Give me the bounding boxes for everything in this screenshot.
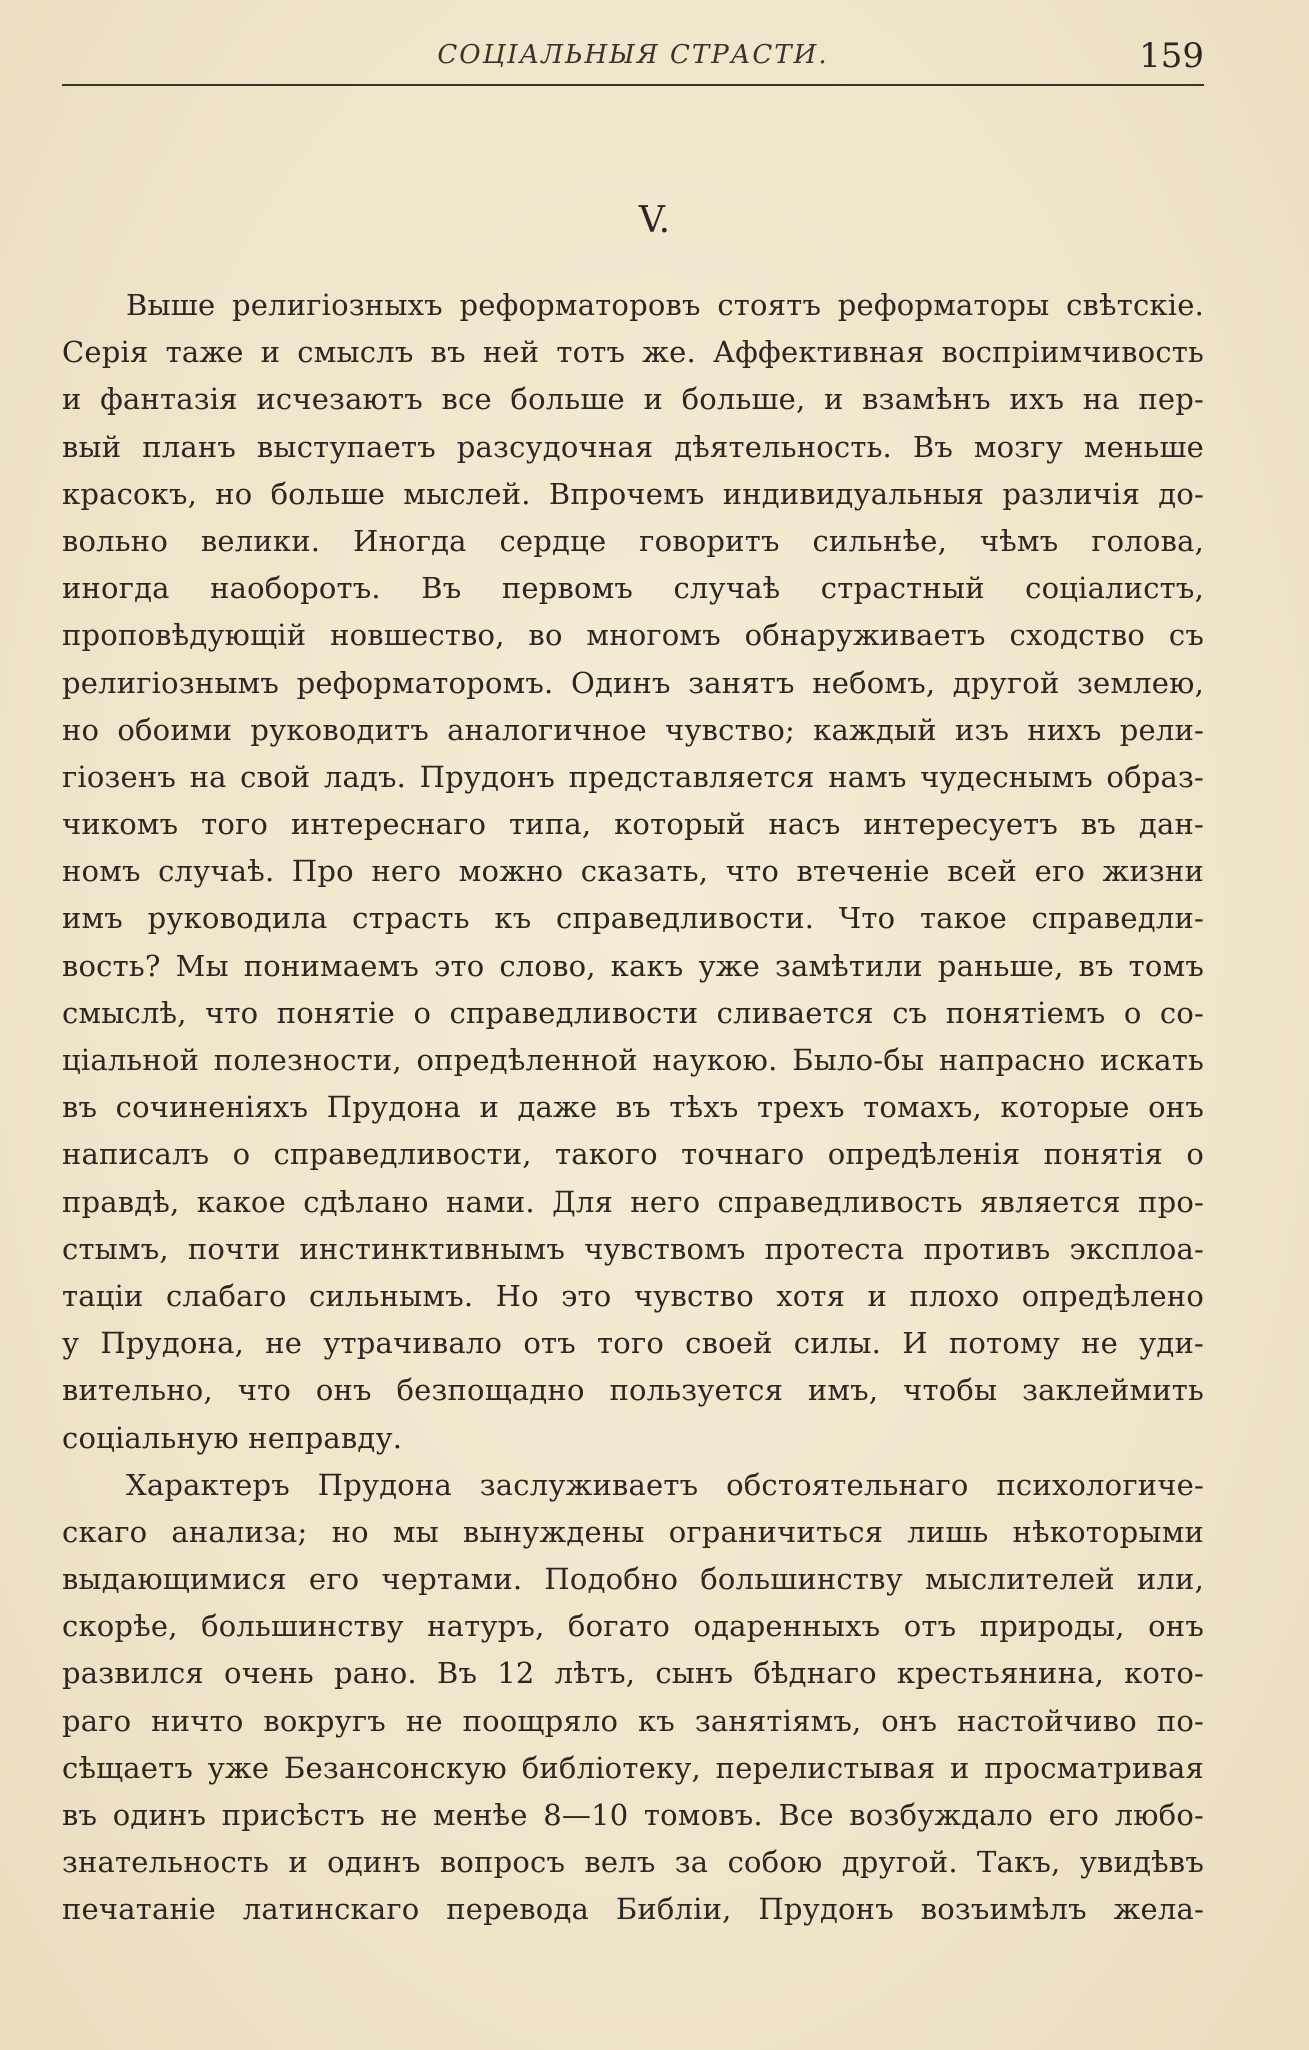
text-line: номъ случаѣ. Про него можно сказать, что втеченіе всей его жизни — [62, 854, 1204, 889]
text-line: печатаніе латинскаго перевода Библіи, Прудонъ возъимѣлъ жела- — [62, 1892, 1204, 1927]
text-line: правдѣ, какое сдѣлано нами. Для него справедливость является про- — [62, 1184, 1204, 1219]
running-title: СОЦІАЛЬНЫЯ СТРАСТИ. — [437, 40, 829, 70]
text-line: скаго анализа; но мы вынуждены ограничиться лишь нѣкоторыми — [62, 1514, 1204, 1549]
text-line: имъ руководила страсть къ справедливости. Что такое справедли- — [62, 901, 1204, 936]
text-line: ціальной полезности, опредѣленной наукою. Было-бы напрасно искать — [62, 1043, 1204, 1077]
text-line: проповѣдующій новшество, во многомъ обнаруживаетъ сходство съ — [62, 618, 1204, 653]
text-line: стымъ, почти инстинктивнымъ чувствомъ протеста противъ эксплоа- — [62, 1231, 1204, 1266]
text-line: Выше религіозныхъ реформаторовъ стоятъ реформаторы свѣтскіе. — [126, 288, 1204, 322]
text-line: религіознымъ реформаторомъ. Одинъ занятъ небомъ, другой землею, — [62, 665, 1204, 700]
text-line: гіозенъ на свой ладъ. Прудонъ представляется намъ чудеснымъ образ- — [62, 759, 1204, 794]
text-line: вительно, что онъ безпощадно пользуется имъ, чтобы заклеймить — [62, 1373, 1204, 1408]
text-line: вольно велики. Иногда сердце говоритъ сильнѣе, чѣмъ голова, — [62, 523, 1204, 558]
text-line: выдающимися его чертами. Подобно большинству мыслителей или, — [62, 1562, 1204, 1597]
text-line: Характеръ Прудона заслуживаетъ обстоятельнаго психологиче- — [126, 1467, 1204, 1502]
text-line: таціи слабаго сильнымъ. Но это чувство хотя и плохо опредѣлено — [62, 1278, 1204, 1313]
text-line: сѣщаетъ уже Безансонскую библіотеку, перелистывая и просматривая — [62, 1750, 1204, 1785]
header-rule — [62, 84, 1204, 86]
text-line: въ одинъ присѣстъ не менѣе 8—10 томовъ. Все возбуждало его любо- — [62, 1798, 1204, 1832]
running-head — [62, 36, 1204, 84]
text-line: смыслѣ, что понятіе о справедливости сливается съ понятіемъ о со- — [62, 995, 1204, 1030]
text-line: красокъ, но больше мыслей. Впрочемъ индивидуальныя различія до- — [62, 476, 1204, 511]
text-line: вость? Мы понимаемъ это слово, какъ уже замѣтили раньше, въ томъ — [62, 948, 1204, 983]
text-line: Серія таже и смыслъ въ ней тотъ же. Аффективная воспріимчивость — [62, 335, 1204, 370]
body-text — [62, 282, 1204, 1934]
text-line: въ сочиненіяхъ Прудона и даже въ тѣхъ трехъ томахъ, которые онъ — [62, 1090, 1204, 1125]
section-heading: V. — [638, 200, 671, 241]
text-line: соціальную неправду. — [62, 1420, 403, 1455]
text-line: написалъ о справедливости, такого точнаго опредѣленія понятія о — [62, 1137, 1204, 1172]
text-line: раго ничто вокругъ не поощряло къ занятіямъ, онъ настойчиво по- — [62, 1703, 1204, 1738]
text-line: развился очень рано. Въ 12 лѣтъ, сынъ бѣднаго крестьянина, кото- — [62, 1656, 1204, 1691]
text-line: чикомъ того интереснаго типа, который насъ интересуетъ въ дан- — [62, 807, 1204, 842]
text-line: и фантазія исчезаютъ все больше и больше, и взамѣнъ ихъ на пер- — [62, 382, 1204, 417]
text-line: скорѣе, большинству натуръ, богато одаренныхъ отъ природы, онъ — [62, 1609, 1204, 1644]
text-line: знательность и одинъ вопросъ велъ за собою другой. Такъ, увидѣвъ — [62, 1845, 1204, 1880]
page-number: 159 — [1139, 36, 1204, 76]
text-line: у Прудона, не утрачивало отъ того своей силы. И потому не уди- — [62, 1326, 1204, 1361]
text-line: вый планъ выступаетъ разсудочная дѣятельность. Въ мозгу меньше — [62, 429, 1204, 464]
text-line: иногда наоборотъ. Въ первомъ случаѣ страстный соціалистъ, — [62, 571, 1204, 606]
text-line: но обоими руководитъ аналогичное чувство; каждый изъ нихъ рели- — [62, 712, 1204, 747]
